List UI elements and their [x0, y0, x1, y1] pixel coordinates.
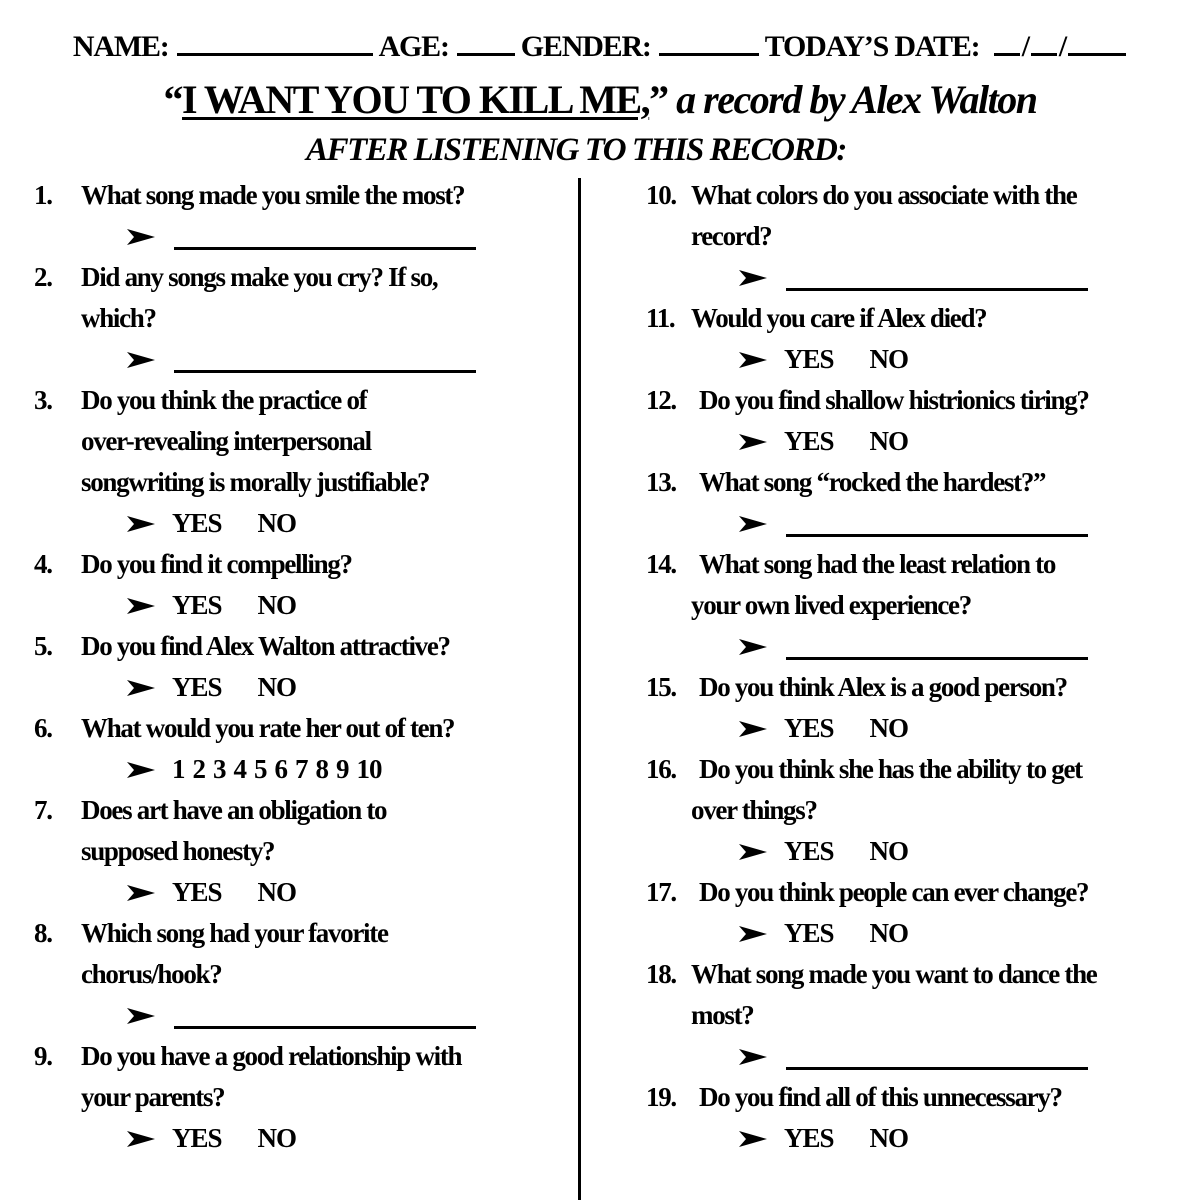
answer-blank-field[interactable] — [786, 506, 1088, 537]
name-label: NAME: — [72, 30, 169, 63]
age-field[interactable] — [457, 31, 515, 56]
arrowhead-bullet-icon — [738, 638, 768, 656]
no-option[interactable]: NO — [257, 672, 297, 702]
answer-row — [738, 506, 1088, 540]
answer-row — [738, 260, 1088, 294]
rating-option-6[interactable]: 6 — [274, 754, 287, 784]
rating-option-5[interactable]: 5 — [254, 754, 267, 784]
question-number: 14. — [646, 549, 676, 579]
no-option[interactable]: NO — [869, 713, 909, 743]
arrowhead-bullet-icon — [126, 515, 156, 533]
answer-blank-field[interactable] — [174, 342, 476, 373]
date-day-field[interactable] — [1031, 31, 1057, 56]
question-text: Do you think she has the ability to get — [699, 754, 1082, 784]
answer-row — [738, 629, 1088, 663]
no-option[interactable]: NO — [869, 344, 909, 374]
question-text: Do you find shallow histrionics tiring? — [699, 385, 1089, 415]
yes-option[interactable]: YES — [172, 672, 222, 702]
yes-option[interactable]: YES — [784, 426, 834, 456]
rating-option-10[interactable]: 10 — [356, 754, 382, 784]
question-number: 13. — [646, 467, 676, 497]
arrowhead-bullet-icon — [126, 1007, 156, 1025]
no-option[interactable]: NO — [257, 590, 297, 620]
question-text: What colors do you associate with the — [691, 180, 1077, 210]
yes-option[interactable]: YES — [172, 1123, 222, 1153]
answer-row — [126, 998, 476, 1032]
rating-option-3[interactable]: 3 — [213, 754, 226, 784]
answer-row — [126, 342, 476, 376]
question-text: What would you rate her out of ten? — [81, 713, 455, 743]
rating-option-7[interactable]: 7 — [295, 754, 308, 784]
question-text: What song made you smile the most? — [81, 180, 465, 210]
answer-blank-field[interactable] — [786, 629, 1088, 660]
record-name: I WANT YOU TO KILL ME, — [182, 77, 650, 122]
title-close-quote: ” — [649, 77, 668, 122]
question-text-continued: record? — [691, 221, 772, 251]
question-number: 12. — [646, 385, 676, 415]
no-option[interactable]: NO — [257, 877, 297, 907]
answer-row — [126, 219, 476, 253]
question-text: Would you care if Alex died? — [691, 303, 987, 333]
answer-row — [126, 670, 296, 704]
date-month-field[interactable] — [994, 31, 1020, 56]
question-number: 9. — [34, 1041, 52, 1071]
question-text: Do you find all of this unnecessary? — [699, 1082, 1062, 1112]
question-text-continued: supposed honesty? — [81, 836, 275, 866]
question-text: Do you think Alex is a good person? — [699, 672, 1067, 702]
answer-blank-field[interactable] — [174, 998, 476, 1029]
no-option[interactable]: NO — [869, 426, 909, 456]
yes-option[interactable]: YES — [784, 836, 834, 866]
arrowhead-bullet-icon — [126, 597, 156, 615]
question-number: 10. — [646, 180, 676, 210]
no-option[interactable]: NO — [869, 836, 909, 866]
question-text-continued: over things? — [691, 795, 817, 825]
question-number: 5. — [34, 631, 52, 661]
rating-option-1[interactable]: 1 — [172, 754, 185, 784]
arrowhead-bullet-icon — [126, 679, 156, 697]
date-label: TODAY’S DATE: — [764, 30, 980, 63]
arrowhead-bullet-icon — [738, 351, 768, 369]
question-text: Which song had your favorite — [81, 918, 388, 948]
question-text-continued: your parents? — [81, 1082, 225, 1112]
question-number: 17. — [646, 877, 676, 907]
question-number: 18. — [646, 959, 676, 989]
question-number: 11. — [646, 303, 675, 333]
no-option[interactable]: NO — [257, 1123, 297, 1153]
no-option[interactable]: NO — [257, 508, 297, 538]
arrowhead-bullet-icon — [738, 925, 768, 943]
gender-label: GENDER: — [520, 30, 651, 63]
yes-option[interactable]: YES — [172, 877, 222, 907]
answer-row — [738, 1121, 908, 1155]
question-text: What song “rocked the hardest?” — [699, 467, 1046, 497]
personal-info-row — [0, 30, 1200, 64]
question-text: Do you have a good relationship with — [81, 1041, 462, 1071]
question-text-continued: over-revealing interpersonal — [81, 426, 371, 456]
answer-blank-field[interactable] — [786, 260, 1088, 291]
name-field[interactable] — [177, 31, 373, 56]
answer-row — [126, 875, 296, 909]
record-byline: a record by Alex Walton — [676, 77, 1037, 122]
question-text-continued: songwriting is morally justifiable? — [81, 467, 430, 497]
question-text-continued: most? — [691, 1000, 754, 1030]
answer-row — [738, 424, 908, 458]
rating-option-9[interactable]: 9 — [336, 754, 349, 784]
question-number: 15. — [646, 672, 676, 702]
rating-option-8[interactable]: 8 — [315, 754, 328, 784]
page-title — [0, 76, 1200, 123]
question-text-continued: your own lived experience? — [691, 590, 971, 620]
question-number: 2. — [34, 262, 52, 292]
arrowhead-bullet-icon — [738, 433, 768, 451]
arrowhead-bullet-icon — [738, 1048, 768, 1066]
question-text: Do you think the practice of — [81, 385, 367, 415]
page-subtitle: AFTER LISTENING TO THIS RECORD: — [306, 132, 846, 168]
arrowhead-bullet-icon — [126, 228, 156, 246]
arrowhead-bullet-icon — [126, 761, 156, 779]
question-text: Do you find it compelling? — [81, 549, 352, 579]
arrowhead-bullet-icon — [126, 1130, 156, 1148]
no-option[interactable]: NO — [869, 1123, 909, 1153]
question-text: Do you find Alex Walton attractive? — [81, 631, 450, 661]
question-number: 6. — [34, 713, 52, 743]
arrowhead-bullet-icon — [738, 843, 768, 861]
date-separator: / — [1058, 30, 1067, 63]
arrowhead-bullet-icon — [738, 1130, 768, 1148]
rating-row — [126, 752, 382, 786]
column-divider — [578, 178, 581, 1200]
no-option[interactable]: NO — [869, 918, 909, 948]
question-text-continued: which? — [81, 303, 156, 333]
arrowhead-bullet-icon — [738, 269, 768, 287]
answer-row — [126, 506, 296, 540]
question-number: 4. — [34, 549, 52, 579]
answer-blank-field[interactable] — [786, 1039, 1088, 1070]
arrowhead-bullet-icon — [126, 884, 156, 902]
yes-option[interactable]: YES — [172, 590, 222, 620]
date-separator: / — [1021, 30, 1029, 63]
yes-option[interactable]: YES — [784, 1123, 834, 1153]
yes-option[interactable]: YES — [784, 344, 834, 374]
answer-row — [738, 342, 908, 376]
answer-row — [126, 588, 296, 622]
question-text: Do you think people can ever change? — [699, 877, 1089, 907]
question-number: 16. — [646, 754, 676, 784]
yes-option[interactable]: YES — [172, 508, 222, 538]
question-text: What song made you want to dance the — [691, 959, 1097, 989]
answer-row — [738, 916, 908, 950]
question-text: Does art have an obligation to — [81, 795, 387, 825]
title-open-quote: “ — [163, 77, 183, 122]
arrowhead-bullet-icon — [738, 515, 768, 533]
question-number: 8. — [34, 918, 52, 948]
question-text: What song had the least relation to — [699, 549, 1056, 579]
question-text-continued: chorus/hook? — [81, 959, 222, 989]
yes-option[interactable]: YES — [784, 918, 834, 948]
question-number: 19. — [646, 1082, 676, 1112]
question-text: Did any songs make you cry? If so, — [81, 262, 438, 292]
rating-option-2[interactable]: 2 — [192, 754, 205, 784]
rating-option-4[interactable]: 4 — [233, 754, 246, 784]
question-number: 1. — [34, 180, 52, 210]
question-number: 3. — [34, 385, 52, 415]
yes-option[interactable]: YES — [784, 713, 834, 743]
answer-blank-field[interactable] — [174, 219, 476, 250]
arrowhead-bullet-icon — [738, 720, 768, 738]
answer-row — [738, 834, 908, 868]
date-year-field[interactable] — [1068, 31, 1126, 56]
answer-row — [738, 711, 908, 745]
answer-row — [738, 1039, 1088, 1073]
question-number: 7. — [34, 795, 52, 825]
gender-field[interactable] — [659, 31, 759, 56]
arrowhead-bullet-icon — [126, 351, 156, 369]
age-label: AGE: — [378, 30, 449, 63]
answer-row — [126, 1121, 296, 1155]
